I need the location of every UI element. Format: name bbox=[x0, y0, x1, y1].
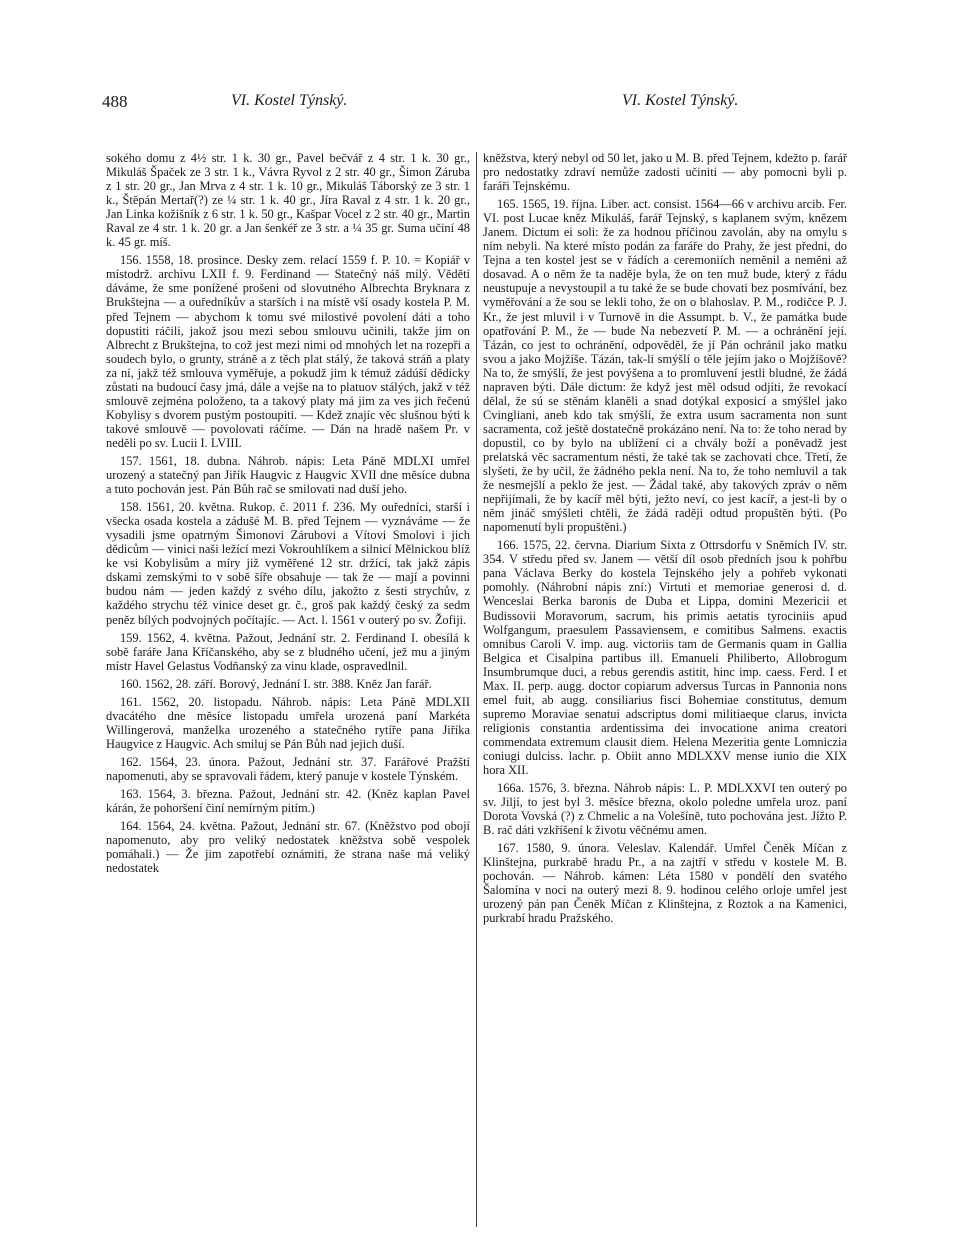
running-title-left: VI. Kostel Týnský. bbox=[231, 92, 348, 109]
running-title-right: VI. Kostel Týnský. bbox=[622, 92, 739, 109]
paragraph: 164. 1564, 24. května. Pažout, Jednání str. 67. (Kněžstvo pod obojí napomenuto, aby pro veliký nedostatek kněžstva sobě vespolek pomáhali.) — Že jim zapotřebí oznámiti, že strana naše má veliký nedostatek bbox=[106, 819, 470, 876]
paragraph: 166. 1575, 22. června. Diarium Sixta z Ottrsdorfu v Sněmích IV. str. 354. V středu před sv. Janem — větší díl osob předních jsou k pohřbu pana Václava Berky do kostela Tejnského jely a pohřeb vykonati pomohly. (Náhrobní nápis zní:) Virtuti et memoriae generosi d. d. Wenceslai Berka baronis de Duba et Lippa, domini Mezericii et Budissovii Moravorum, sacrum, his primis aetatis tyrociniis apud Wolfgangum, praesulem Passaviensem, e comitibus Salmens. exactis omnibus Caroli V. imp. aug. victoriis tam de Germanis quam in Gallia Belgica et Cisalpina partibus ill. Emanueli Philiberto, Allobrogum Insumbrumque duci, a rebus gerendis astitit, hinc imp. caess. Ferd. I et Max. II. perp. augg. doctor copiarum adversus Turcas in Pannonia nons emel fuit, ab augg. consiliarius fisci Bohemiae constitutus, demum supremo Moraviae senatui adscriptus domi militiaeque clarus, invicta religionis constantia ardentissima dei invocatione anima creatori commendata extremum clausit diem. Helena Mezeritia gente Lomniczia coniugi dulciss. lachr. p. Obiit anno MDLXXV mense iunio die XIX hora XII. bbox=[483, 538, 847, 778]
left-column bbox=[106, 151, 470, 879]
paragraph: kněžstva, který nebyl od 50 let, jako u M. B. před Tejnem, kdežto p. farář pro nedostatky zdraví nemůže zadosti učiniti — aby pomocni byli p. faráři Tejnskému. bbox=[483, 151, 847, 194]
paragraph: 161. 1562, 20. listopadu. Náhrob. nápis: Leta Páně MDLXII dvacátého dne měsíce listopadu umřela urozená paní Markéta Willingerová, manželka urozeného a statečného rytíře pana Jiříka Haugvice z Haugvic. Ach smiluj se Pán Bůh nad jejich duší. bbox=[106, 694, 470, 751]
paragraph: 158. 1561, 20. května. Rukop. č. 2011 f. 236. My ouředníci, starší i všecka osada kostela a zádušé M. B. před Tejnem — vyznáváme — že vysadili jsme opatrným Šimonovi Zárubovi a Vítovi Smolovi i jich dědicům — vinici naši ležící mezi Vokrouhlíkem a silnicí Mělnickou blíž ke vsi Kobylisům a míry již vyměřené 12 str. držící, tak jakž zápis dskami zemskými to v sobě šíře obsahuje — tak že — mají a povinni budou nám — jeden každý z svého dílu, jakožto z šesti strychův, z každého strychu též vinice deset gr. č., groš pak každý český za sedm peněz bílých podvojných počítajíc. — Act. l. 1561 v outerý po sv. Žofiji. bbox=[106, 500, 470, 627]
right-column bbox=[483, 151, 847, 930]
paragraph: 162. 1564, 23. února. Pažout, Jednání str. 37. Farářové Pražští napomenuti, aby se spravovali řádem, který panuje v kostele Týnském. bbox=[106, 754, 470, 783]
paragraph: 159. 1562, 4. května. Pažout, Jednání str. 2. Ferdinand I. obesílá k sobě faráře Jana Kříčanského, aby se z bludného učení, jež mu a jiným místr Havel Gelastus Vodňanský za vinu klade, ospravedlnil. bbox=[106, 630, 470, 673]
paragraph: 165. 1565, 19. října. Liber. act. consist. 1564—66 v archivu arcib. Fer. VI. post Lucae kněz Mikuláš, farář Tejnský, s kaplanem svým, knězem Janem. Dictum ei soli: že za hodnou příčinou zavolán, aby na omylu s ním nebyli. Na které místo podán za faráře do Prahy, že jest předni, do Tejna a ten kostel jest se v řádích a ceremoniích neměnil a neměni až dosavad. A o něm že ta naděje byla, že on ten muž bude, který z řádu neustupuje a nevystoupil a tu také že se bude chovati bez posmívání, bez vyměřování a že sou se lekli toho, že on o blahoslav. P. M., rodičce P. J. Kr., že jest mluvil i v Turnově in die Assumpt. b. V., že památka bude opatřování P. M., že — bude Na nebezvetí P. M. — a ochránění její. Tázán, co jest to ochránění, odpověděl, že jí Pán ochránil jako matku svou a jako Mojžíše. Tázán, tak-li smýšlí o těle jejím jako o Mojžíšově? Na to, že smýšlí, že jest povýšena a to promluvení jestli bludné, že žádá napraven býti. Dále dictum: že když jest měl odsud odjíti, že revokací dělal, že sú se stěnám klaněli a snad dotýkal exposicí a smýšlel jako Cvingliani, aneb kdo tak smýšlí, že extra usum sacramenta non sunt sacramenta, což ještě dostatečně prokázáno není. Na to: že toho nerad by dopustil, co by bylo na ublížení ci a chvály boží a poněvadž jest prelatská věc sacramentum nésti, že také tak se zachovati chce. Třetí, že slyšeti, že by učil, že žádného pekla není. Na to, že toho nemluvil a tak že nesmejšlí a peklo že jest. — Žádal také, aby takových zpráv o něm nepřijímali, že by kacíř měl býti, ježto neví, co jest kacíř, a jest-li by o něm jináč smýšleti chtěli, že žádá raději odtud propuštěn býti. (Po napomenutí byli propuštěni.) bbox=[483, 197, 847, 535]
paragraph: 167. 1580, 9. února. Veleslav. Kalendář. Umřel Čeněk Míčan z Klinštejna, purkrabě hradu Pr., a na zajtří v středu v kostele M. B. pochován. — Náhrob. kámen: Léta 1580 v pondělí den svatého Šalomína v noci na outerý mezi 8. 9. hodinou celého orloje umřel jest urozený pán pan Čeněk Míčan z Klinštejna, z Roztok a na Kamenici, purkrabí hradu Pražského. bbox=[483, 841, 847, 926]
paragraph: 157. 1561, 18. dubna. Náhrob. nápis: Leta Páně MDLXI umřel urozený a statečný pan Jiřík Haugvic z Haugvic XVII dne měsíce dubna a tuto pochován jest. Pán Bůh rač se smilovati nad duší jeho. bbox=[106, 453, 470, 497]
paragraph: 166a. 1576, 3. března. Náhrob nápis: L. P. MDLXXVI ten outerý po sv. Jiljí, to jest byl 3. měsíce března, okolo poledne umřela uroz. paní Dorota Vovská (?) z Chmelic a na Volešíně, tuto pochována jest. Jížto P. B. rač dáti vzkříšení k životu věčnému amen. bbox=[483, 781, 847, 838]
paragraph: sokého domu z 4½ str. 1 k. 30 gr., Pavel bečvář z 4 str. 1 k. 30 gr., Mikuláš Špaček ze 3 str. 1 k., Vávra Ryvol z 2 str. 40 gr., Šimon Záruba z 1 str. 20 gr., Jan Mrva z 4 str. 1 k. 10 gr., Mikuláš Táborský ze 3 str. 1 k., Štěpán Mertař(?) ze ¼ str. 1 k. 40 gr., Jíra Raval z 4 str. 1 k. 20 gr., Jan Linka kožišník z 6 str. 1 k. 50 gr., Kašpar Vocel z 2 str. 40 gr., Martin Raval ze 4 str. 1 k. 20 gr. a Jan šenkéř ze 3 str. a ¼ 35 gr. Suma učiní 48 k. 45 gr. míš. bbox=[106, 151, 470, 250]
column-divider bbox=[476, 152, 477, 1227]
paragraph: 156. 1558, 18. prosince. Desky zem. relací 1559 f. P. 10. = Kopiář v místodrž. archivu LXII f. 9. Ferdinand — Statečný náš milý. Vědětí dáváme, že sme ponížené prošeni od slovutného Albrechta Bryknara z Brukštejna — a ouředníkův a starších i na místě vší osady kostela P. M. před Tejnem — abychom k tomu své milostivé povolení dáti a toho dopustiti ráčili, jakož jsou mezi sebou smlouvu učinili, takže jim on Albrecht z Brukštejna, to což jest mezi nimi od mnohých let na rozepři a soudech bylo, o grunty, stráně a z těch plat stálý, že taková stráň a platy za ní, jakž též smlouva vyměřuje, a pokudž jim k témuž zádúší dědicky zůstati na budoucí časy jmá, dále a vejše na to platuov stálých, jakž v též smlouvě zejména položeno, ta a takový platy má jim za ves jich řečenú Kobylisy s dvorem pustým postoupiti. — Kdež znajíc věc slušnou býti k takové smlouvě — povolovati ráčíme. — Dán na hradě našem Pr. v neděli po sv. Lucii I. LVIII. bbox=[106, 253, 470, 450]
page-header bbox=[0, 90, 960, 120]
paragraph: 163. 1564, 3. března. Pažout, Jednání str. 42. (Kněz kaplan Pavel kárán, že pohoršení činí nemírným pitím.) bbox=[106, 787, 470, 816]
paragraph: 160. 1562, 28. září. Borový, Jednání I. str. 388. Kněz Jan farář. bbox=[120, 676, 432, 691]
page-number: 488 bbox=[102, 92, 128, 111]
